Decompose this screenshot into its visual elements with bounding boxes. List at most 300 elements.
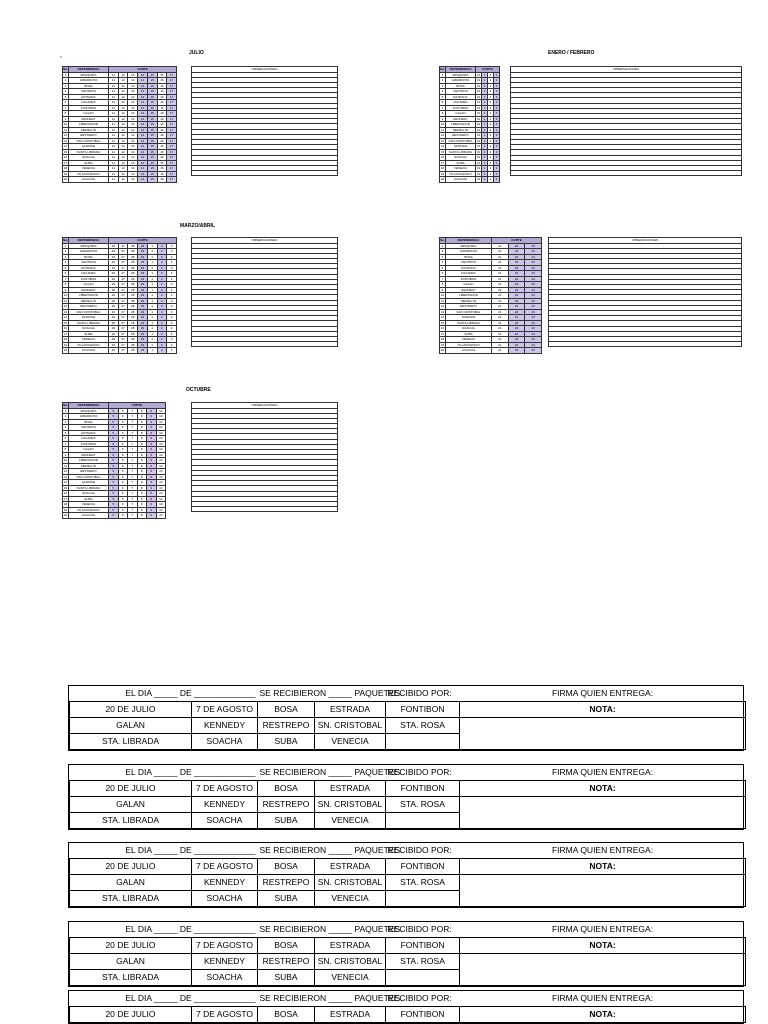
row-number: 20 [63, 348, 68, 352]
row-number: 19 [63, 507, 68, 512]
corte-day: 29 [138, 282, 148, 288]
recibido-por-label: RECIBIDO POR: [386, 843, 460, 858]
corte-day: 21 [492, 348, 509, 354]
corte-day: 1 [147, 260, 157, 266]
corte-day: 5 [109, 441, 119, 447]
dependencia-name: SANTA LIBRADA [446, 320, 492, 326]
corte-day: 12 [118, 138, 128, 144]
corte-day: 11 [109, 111, 119, 117]
row-number: 9 [440, 116, 446, 122]
dependencia-name: KENNEDY [69, 116, 109, 122]
corte-day: 21 [492, 282, 509, 288]
corte-day: 5 [109, 502, 119, 508]
nota-field[interactable] [460, 717, 746, 749]
corte-day: 23 [525, 243, 542, 249]
receipt-row [70, 796, 746, 812]
dependencia-name: GIRARDOTA [69, 78, 109, 84]
corte-day: 10 [156, 452, 166, 458]
corte-day: 15 [147, 122, 157, 128]
receipt-office: SOACHA [192, 812, 258, 828]
row-number: 13 [440, 309, 445, 314]
dependencia-name: FONTIBON [446, 276, 492, 282]
corte-day: 8 [137, 430, 147, 436]
row-number: 14 [440, 315, 445, 319]
row-number: 16 [63, 155, 68, 159]
header-observaciones: OBSERVACIONES [549, 238, 742, 244]
dependencia-name: ESTRADA [69, 265, 109, 271]
receipt-office: GALAN [70, 953, 192, 969]
corte-day: 28 [128, 309, 138, 315]
corte-day: 14 [138, 155, 148, 161]
corte-day: 22 [508, 243, 525, 249]
corte-day: 15 [147, 138, 157, 144]
corte-day: 2 [157, 276, 167, 282]
corte-day: 7 [128, 491, 138, 497]
corte-day: 13 [128, 111, 138, 117]
row-number: 8 [63, 282, 69, 288]
corte-day: 27 [118, 243, 128, 249]
corte-day: 10 [156, 441, 166, 447]
row-number: 3 [63, 254, 69, 260]
dependencia-name: GIRARDOTA [69, 414, 109, 420]
row-number: 18 [63, 166, 68, 170]
dependencia-name: ACACIAS [446, 177, 476, 183]
corte-day: 1 [147, 331, 157, 337]
corte-day: 28 [128, 271, 138, 277]
row-number: 9 [63, 452, 69, 458]
row-number: 7 [440, 105, 446, 111]
corte-day: 1 [147, 287, 157, 293]
header-corte: CORTE [109, 403, 166, 409]
corte-day: 15 [147, 116, 157, 122]
dependencia-name: BOSA [69, 254, 109, 260]
corte-day: 12 [118, 133, 128, 139]
corte-day: 17 [167, 116, 177, 122]
corte-day: 7 [128, 419, 138, 425]
corte-day: 14 [138, 83, 148, 89]
dependencia-name: ZIPAQUIRA [69, 72, 109, 78]
dependencia-name: SOACHA [446, 326, 492, 332]
row-number: 5 [440, 265, 446, 271]
corte-day: 28 [128, 249, 138, 255]
receipt-office: KENNEDY [192, 717, 258, 733]
corte-day: 22 [508, 254, 525, 260]
corte-day: 9 [147, 469, 157, 475]
row-number: 16 [440, 326, 445, 330]
row-number: 15 [63, 320, 68, 325]
corte-day: 12 [118, 105, 128, 111]
corte-day: 10 [156, 408, 166, 414]
corte-day: 14 [138, 171, 148, 177]
corte-day: 9 [147, 474, 157, 480]
receipt-office [386, 890, 460, 906]
corte-day: 3 [167, 282, 177, 288]
row-number: 1 [63, 72, 69, 78]
schedule-table-octubre [62, 402, 166, 519]
corte-day: 8 [137, 419, 147, 425]
corte-day: 8 [137, 414, 147, 420]
corte-day: 12 [118, 122, 128, 128]
corte-day: 28 [128, 304, 138, 310]
row-number: 10 [440, 122, 445, 126]
corte-day: 7 [128, 485, 138, 491]
observation-cell[interactable] [549, 342, 742, 347]
corte-day: 29 [138, 271, 148, 277]
corte-day: 23 [525, 337, 542, 343]
corte-day: 31 [476, 122, 481, 126]
corte-day: 11 [109, 83, 119, 89]
corte-day: 5 [109, 447, 119, 453]
table-row [63, 513, 166, 519]
corte-day: 9 [147, 507, 157, 513]
header-corte: CORTE [109, 238, 177, 244]
corte-day: 21 [492, 243, 509, 249]
corte-day: 9 [147, 485, 157, 491]
receipt-office: VENECIA [315, 733, 386, 749]
header-no: No. [63, 67, 68, 71]
corte-day: 12 [118, 100, 128, 106]
dependencia-name: SANTAFE [69, 315, 109, 321]
corte-day: 31 [476, 144, 481, 148]
corte-day: 29 [138, 342, 148, 348]
corte-day: 2 [488, 111, 494, 117]
corte-day: 10 [156, 458, 166, 464]
nota-field[interactable] [460, 874, 746, 906]
row-number: 3 [63, 83, 69, 89]
dependencia-name: VENECIA [446, 337, 492, 343]
header-no: No. [63, 403, 68, 407]
corte-day: 2 [157, 348, 167, 354]
corte-day: 7 [128, 425, 138, 431]
recibido-por-label: RECIBIDO POR: [386, 991, 460, 1006]
corte-day: 9 [147, 496, 157, 502]
corte-day: 3 [167, 337, 177, 343]
dependencia-name: SOACHA [69, 155, 109, 161]
corte-day: 3 [167, 249, 177, 255]
receipt-office: VENECIA [315, 890, 386, 906]
corte-day: 1 [147, 348, 157, 354]
corte-day: 29 [138, 298, 148, 304]
corte-day: 28 [128, 342, 138, 348]
corte-day: 1 [147, 320, 157, 326]
dependencia-name: ACACIAS [69, 177, 109, 183]
corte-day: 31 [476, 72, 481, 77]
corte-day: 13 [128, 127, 138, 133]
firma-label: FIRMA QUIEN ENTREGA: [460, 922, 746, 937]
receipt-office: ESTRADA [315, 701, 386, 717]
corte-day: 14 [138, 116, 148, 122]
corte-day: 22 [508, 271, 525, 277]
corte-day: 2 [157, 265, 167, 271]
corte-day: 11 [109, 133, 119, 139]
header-dependencia: DEPENDENCIA [446, 67, 476, 73]
receipt-office: FONTIBON [386, 937, 460, 953]
corte-day: 22 [508, 276, 525, 282]
corte-day: 14 [138, 144, 148, 150]
receipt-office: GALAN [70, 796, 192, 812]
corte-day: 5 [109, 507, 119, 513]
corte-day: 28 [128, 293, 138, 299]
row-number: 12 [63, 304, 68, 308]
corte-day: 23 [525, 271, 542, 277]
corte-day: 26 [109, 320, 119, 326]
corte-day: 2 [488, 83, 494, 89]
corte-day: 1 [147, 265, 157, 271]
corte-day: 13 [128, 116, 138, 122]
corte-day: 6 [118, 513, 128, 519]
table-row [63, 485, 166, 491]
receipt-office: KENNEDY [192, 796, 258, 812]
corte-day: 6 [118, 463, 128, 469]
corte-day: 3 [494, 72, 500, 78]
corte-day: 10 [156, 425, 166, 431]
receipt-header-row [70, 686, 746, 701]
row-number: 10 [63, 293, 68, 297]
dependencia-name: GALAN [446, 282, 492, 288]
dependencia-name: ESTRADA [69, 430, 109, 436]
corte-day: 1 [482, 89, 488, 95]
nota-field[interactable] [460, 796, 746, 828]
corte-day: 3 [167, 243, 177, 249]
dependencia-name: FONTIBON [69, 441, 109, 447]
corte-day: 15 [147, 149, 157, 155]
corte-day: 1 [482, 149, 488, 155]
corte-day: 12 [118, 177, 128, 183]
corte-day: 11 [109, 171, 119, 177]
nota-field[interactable] [460, 953, 746, 985]
row-number: 8 [440, 111, 446, 117]
corte-day: 8 [137, 408, 147, 414]
corte-day: 31 [476, 89, 481, 93]
dependencia-name: SANTA LIBRADA [69, 320, 109, 326]
row-number: 10 [63, 458, 68, 462]
nota-label: NOTA: [460, 701, 746, 717]
corte-day: 17 [167, 122, 177, 128]
el-dia-label: EL DIA _____ DE _____________ [70, 843, 258, 858]
corte-day: 12 [118, 116, 128, 122]
row-number: 17 [440, 160, 445, 165]
row-number: 7 [63, 441, 69, 447]
dependencia-name: GALAN [69, 447, 109, 453]
corte-day: 11 [109, 72, 119, 78]
receipt-office: FONTIBON [386, 1006, 460, 1022]
receipt-block [68, 842, 744, 908]
schedule-table-s4 [439, 237, 542, 354]
corte-day: 2 [488, 138, 494, 144]
corte-day: 5 [109, 425, 119, 431]
corte-day: 23 [525, 298, 542, 304]
corte-day: 21 [492, 331, 509, 337]
observation-cell[interactable] [511, 171, 742, 176]
corte-day: 6 [118, 441, 128, 447]
receipt-office: SUBA [258, 733, 315, 749]
dependencia-name: RESTREPO [69, 133, 109, 139]
corte-day: 3 [494, 122, 500, 128]
corte-day: 1 [147, 326, 157, 332]
corte-day: 16 [157, 177, 167, 183]
corte-day: 11 [109, 144, 119, 150]
row-number: 5 [63, 430, 69, 436]
receipt-header-row [70, 991, 746, 1006]
corte-day: 1 [482, 155, 488, 161]
corte-day: 10 [156, 496, 166, 502]
row-number: 12 [440, 133, 445, 137]
row-number: 20 [440, 177, 445, 181]
corte-day: 7 [128, 408, 138, 414]
corte-day: 8 [137, 502, 147, 508]
corte-day: 16 [157, 89, 167, 95]
row-number: 6 [440, 100, 446, 106]
receipt-office: GALAN [70, 717, 192, 733]
corte-day: 2 [157, 315, 167, 321]
receipt-row [70, 858, 746, 874]
corte-day: 9 [147, 436, 157, 442]
corte-day: 9 [147, 425, 157, 431]
dependencia-name: VENECIA [69, 166, 109, 172]
dependencia-name: VENECIA [69, 337, 109, 343]
corte-day: 31 [476, 116, 481, 121]
receipt-office: 20 DE JULIO [70, 780, 192, 796]
corte-day: 7 [128, 474, 138, 480]
recibieron-label: SE RECIBIERON _____ PAQUETES. [258, 686, 386, 701]
corte-day: 15 [147, 89, 157, 95]
dependencia-name: SAN CRISTOBAL [69, 138, 109, 144]
corte-day: 14 [138, 111, 148, 117]
receipt-header-row [70, 765, 746, 780]
row-number: 13 [63, 309, 68, 314]
receipt-office: 20 DE JULIO [70, 701, 192, 717]
corte-day: 28 [128, 331, 138, 337]
nota-label: NOTA: [460, 1006, 746, 1022]
table-row [440, 149, 500, 155]
receipt-office: STA. ROSA [386, 874, 460, 890]
nota-label: NOTA: [460, 858, 746, 874]
corte-day: 14 [138, 133, 148, 139]
corte-day: 9 [147, 441, 157, 447]
corte-day: 7 [128, 502, 138, 508]
corte-day: 3 [494, 116, 500, 122]
row-number: 2 [63, 78, 69, 84]
corte-day: 17 [167, 138, 177, 144]
corte-day: 9 [147, 414, 157, 420]
corte-day: 17 [167, 149, 177, 155]
receipt-office: SOACHA [192, 733, 258, 749]
table-row [63, 348, 177, 354]
dependencia-name: SUBA [69, 331, 109, 337]
observation-cell[interactable] [192, 507, 338, 512]
corte-day: 3 [494, 177, 500, 183]
corte-day: 29 [138, 315, 148, 321]
row-number: 15 [440, 320, 445, 325]
corte-day: 3 [167, 298, 177, 304]
corte-day: 12 [118, 149, 128, 155]
corte-day: 26 [109, 326, 119, 332]
recibieron-label: SE RECIBIERON _____ PAQUETES. [258, 922, 386, 937]
corte-day: 2 [157, 320, 167, 326]
receipt-office: 7 DE AGOSTO [192, 858, 258, 874]
row-number: 18 [63, 502, 68, 506]
corte-day: 3 [167, 260, 177, 266]
dependencia-name: SANTAFE [446, 315, 492, 321]
corte-day: 15 [147, 83, 157, 89]
row-number: 8 [440, 282, 446, 288]
corte-day: 11 [109, 160, 119, 166]
row-number: 4 [440, 260, 446, 266]
dependencia-name: CENTROS [69, 260, 109, 266]
receipt-office: SUBA [258, 969, 315, 985]
corte-day: 2 [157, 298, 167, 304]
dependencia-name: FACADES [69, 271, 109, 277]
row-number: 6 [63, 100, 69, 106]
table-row [440, 138, 500, 144]
receipt-office: VENECIA [315, 969, 386, 985]
corte-day: 28 [128, 348, 138, 354]
corte-day: 27 [118, 254, 128, 260]
corte-day: 15 [147, 111, 157, 117]
observation-cell[interactable] [192, 342, 338, 347]
corte-day: 14 [138, 127, 148, 133]
row-number: 10 [440, 293, 445, 297]
corte-day: 9 [147, 430, 157, 436]
dependencia-name: GIRARDOTA [446, 249, 492, 255]
corte-day: 15 [147, 144, 157, 150]
corte-day: 23 [525, 287, 542, 293]
corte-day: 3 [167, 309, 177, 315]
dependencia-name: RESTREPO [446, 304, 492, 310]
corte-day: 5 [109, 463, 119, 469]
corte-day: 1 [147, 309, 157, 315]
observation-cell[interactable] [192, 171, 338, 176]
corte-day: 22 [508, 260, 525, 266]
corte-day: 26 [109, 331, 119, 337]
corte-day: 8 [137, 463, 147, 469]
dependencia-name: KENNEDY [69, 452, 109, 458]
receipt-row [70, 780, 746, 796]
corte-day: 26 [109, 276, 119, 282]
dependencia-name: VILLAVICENCIO [69, 342, 109, 348]
corte-day: 3 [494, 166, 500, 172]
corte-day: 31 [476, 127, 481, 132]
corte-day: 6 [118, 507, 128, 513]
row-number: 11 [440, 127, 445, 132]
corte-day: 14 [138, 160, 148, 166]
corte-day: 5 [109, 419, 119, 425]
corte-day: 7 [128, 463, 138, 469]
observaciones-table-julio [191, 66, 338, 176]
corte-day: 29 [138, 331, 148, 337]
corte-day: 1 [482, 105, 488, 111]
corte-day: 2 [488, 133, 494, 139]
corte-day: 17 [167, 100, 177, 106]
corte-day: 14 [138, 105, 148, 111]
corte-day: 17 [167, 177, 177, 183]
corte-day: 3 [494, 78, 500, 84]
corte-day: 27 [118, 337, 128, 343]
receipt-office: KENNEDY [192, 953, 258, 969]
corte-day: 31 [476, 160, 481, 165]
corte-day: 2 [488, 78, 494, 84]
receipt-office: 7 DE AGOSTO [192, 780, 258, 796]
dependencia-name: SANTAFE [69, 480, 109, 486]
corte-day: 8 [137, 496, 147, 502]
corte-day: 3 [494, 155, 500, 161]
dependencia-name: SAN CRISTOBAL [446, 138, 476, 144]
corte-day: 26 [109, 315, 119, 321]
corte-day: 2 [157, 287, 167, 293]
corte-day: 23 [525, 293, 542, 299]
dependencia-name: BOSA [69, 419, 109, 425]
corte-day: 2 [157, 282, 167, 288]
